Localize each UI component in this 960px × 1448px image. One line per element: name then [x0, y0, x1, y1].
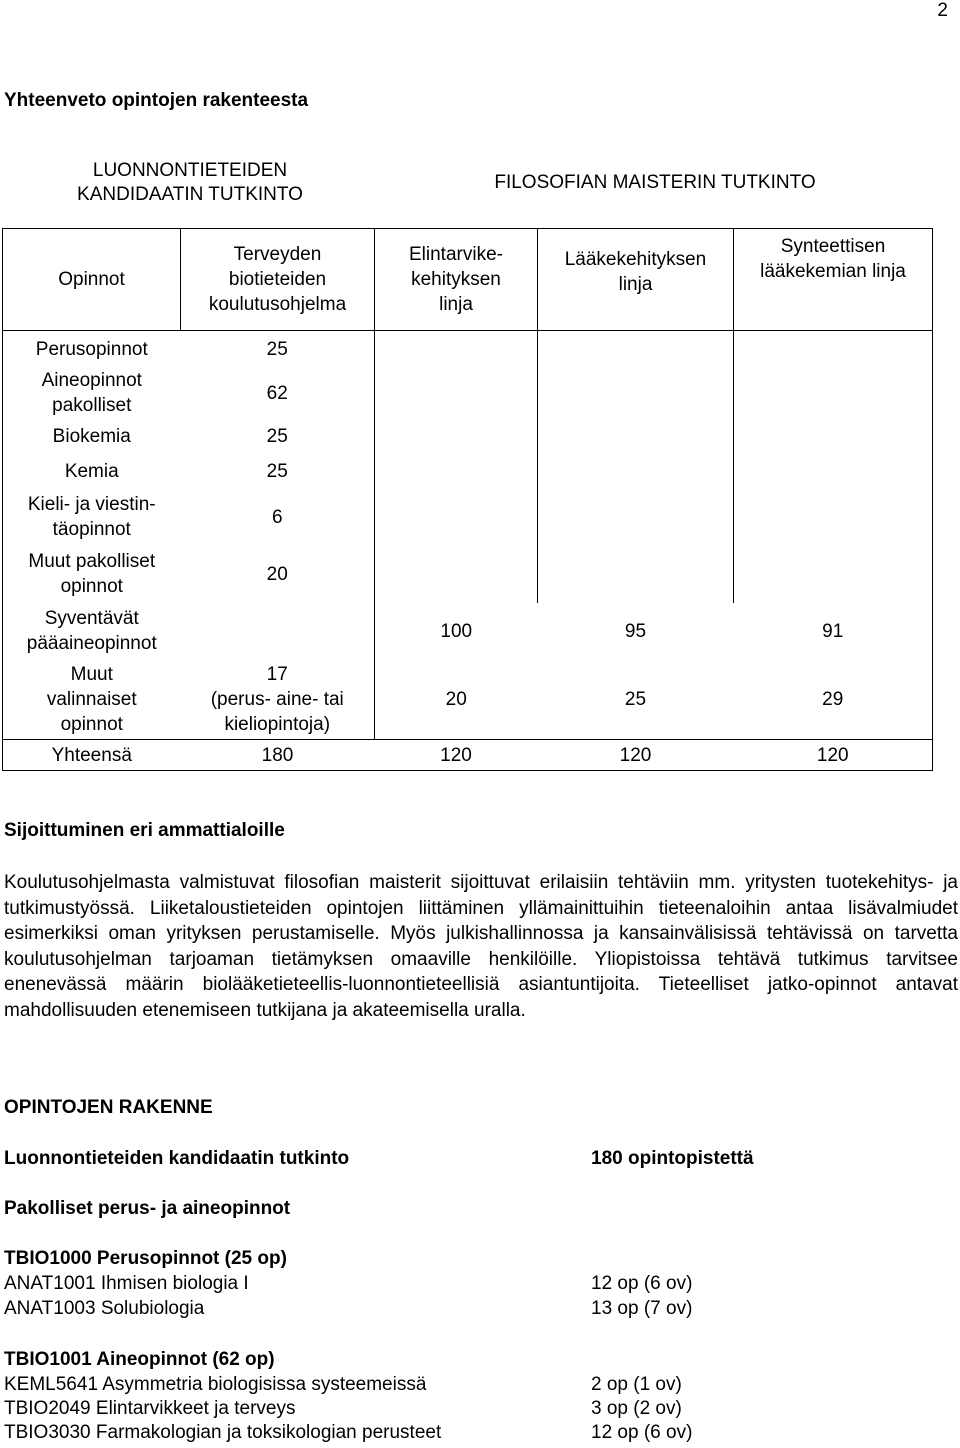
- course-credits: 3 op (2 ov): [591, 1398, 682, 1419]
- table-row: [3, 603, 933, 659]
- label-line: valinnaiset: [46, 688, 137, 710]
- group-title: TBIO1000 Perusopinnot (25 op): [4, 1248, 287, 1269]
- row-label: [3, 603, 181, 659]
- value-line: kieliopintoja): [224, 713, 331, 735]
- header-line: kehityksen: [411, 269, 501, 290]
- course-row: [4, 1422, 441, 1444]
- master-degree-header: FILOSOFIAN MAISTERIN TUTKINTO: [494, 172, 816, 193]
- value-line: (perus- aine- tai: [210, 688, 344, 710]
- header-line: biotieteiden: [228, 269, 327, 290]
- header-line: koulutusohjelma: [208, 294, 347, 315]
- row-bsc-value: 20: [181, 545, 375, 603]
- label-line: Muut: [70, 663, 113, 685]
- label-line: Syventävät: [44, 608, 139, 629]
- header-line: Terveyden: [233, 244, 322, 265]
- total-label: Yhteensä: [3, 740, 181, 771]
- header-health-bio: [181, 229, 375, 331]
- header-line: Elintarvike-: [409, 244, 503, 265]
- row-bsc-value: 25: [181, 453, 375, 489]
- msc-empty-cell: [375, 331, 538, 604]
- placement-heading: Sijoittuminen eri ammattialoille: [4, 820, 285, 841]
- course-name: Ihmisen biologia I: [100, 1273, 249, 1294]
- total-bsc: 180: [181, 740, 375, 771]
- header-drug-dev: [538, 229, 734, 331]
- row-bsc-value: 25: [181, 419, 375, 453]
- course-name: Farmakologian ja toksikologian perusteet: [95, 1422, 442, 1443]
- header-line: linja: [618, 274, 653, 295]
- bachelor-header-line2: KANDIDAATIN TUTKINTO: [77, 184, 303, 205]
- value-line: 17: [266, 663, 288, 685]
- msc-empty-cell: [734, 331, 933, 604]
- row-msc-drug: 25: [624, 688, 647, 710]
- header-synthetic-chem: [734, 229, 933, 331]
- course-credits: 2 op (1 ov): [591, 1374, 682, 1395]
- course-code: ANAT1001: [4, 1273, 96, 1294]
- course-code: KEML5641: [4, 1374, 99, 1395]
- label-line: opinnot: [60, 576, 123, 597]
- header-food-dev: [375, 229, 538, 331]
- row-label: [3, 489, 181, 545]
- row-msc-synth: 91: [734, 603, 933, 659]
- bachelor-degree-header: [40, 159, 340, 207]
- label-line: Aineopinnot: [41, 370, 142, 391]
- course-row: [4, 1398, 295, 1420]
- row-label: [3, 659, 181, 740]
- page-number: 2: [937, 0, 948, 21]
- row-msc-synth: 29: [734, 659, 933, 740]
- degree-title: Luonnontieteiden kandidaatin tutkinto: [4, 1148, 350, 1169]
- table-row: [3, 659, 933, 740]
- row-label: [3, 545, 181, 603]
- row-label: Perusopinnot: [3, 331, 181, 368]
- course-row: [4, 1273, 249, 1295]
- row-label: [3, 367, 181, 419]
- course-name: Elintarvikkeet ja terveys: [95, 1398, 296, 1419]
- row-bsc-value: 25: [181, 331, 375, 368]
- header-line: lääkekemian linja: [760, 261, 906, 282]
- row-msc-food: 100: [375, 603, 538, 659]
- course-credits: 12 op (6 ov): [591, 1273, 693, 1294]
- label-line: pakolliset: [52, 395, 132, 416]
- bachelor-header-line1: LUONNONTIETEIDEN: [92, 160, 288, 181]
- label-line: Kieli- ja viestin-: [27, 494, 156, 515]
- total-msc-synth: 120: [734, 740, 933, 771]
- label-line: Muut pakolliset: [28, 551, 156, 572]
- course-row: [4, 1374, 426, 1396]
- row-label: Kemia: [3, 453, 181, 489]
- mandatory-heading: Pakolliset perus- ja aineopinnot: [4, 1198, 291, 1219]
- row-label: Biokemia: [3, 419, 181, 453]
- table-row: [3, 331, 933, 368]
- row-bsc-value: [181, 603, 375, 659]
- label-line: täopinnot: [52, 519, 131, 540]
- header-line: Synteettisen: [780, 236, 886, 257]
- course-credits: 13 op (7 ov): [591, 1298, 693, 1319]
- header-line: Lääkekehityksen: [564, 249, 707, 270]
- course-name: Asymmetria biologisissa systeemeissä: [102, 1374, 427, 1395]
- msc-empty-cell: [538, 331, 734, 604]
- group-title: TBIO1001 Aineopinnot (62 op): [4, 1349, 275, 1370]
- study-structure-table: [2, 228, 933, 771]
- header-studies: Opinnot: [3, 229, 181, 331]
- course-name: Solubiologia: [100, 1298, 205, 1319]
- structure-heading: OPINTOJEN RAKENNE: [4, 1097, 213, 1118]
- course-code: ANAT1003: [4, 1298, 96, 1319]
- course-row: [4, 1298, 204, 1320]
- total-msc-drug: 120: [538, 740, 734, 771]
- table-header-row: [3, 229, 933, 331]
- row-bsc-value: [181, 659, 375, 740]
- label-line: pääaineopinnot: [26, 633, 157, 654]
- row-msc-drug: 95: [624, 620, 647, 642]
- total-msc-food: 120: [375, 740, 538, 771]
- summary-heading: Yhteenveto opintojen rakenteesta: [4, 90, 309, 111]
- course-code: TBIO2049: [4, 1398, 91, 1419]
- label-line: opinnot: [60, 713, 123, 735]
- row-bsc-value: 62: [181, 367, 375, 419]
- header-line: linja: [439, 294, 473, 315]
- table-total-row: [3, 740, 933, 771]
- row-bsc-value: 6: [181, 489, 375, 545]
- course-credits: 12 op (6 ov): [591, 1422, 693, 1443]
- row-msc-food: 20: [375, 659, 538, 740]
- course-code: TBIO3030: [4, 1422, 91, 1443]
- degree-credits: 180 opintopistettä: [591, 1148, 754, 1169]
- placement-paragraph: Koulutusohjelmasta valmistuvat filosofian maisterit sijoittuvat erilaisiin tehtäviin mm. yritysten tuotekehitys- ja tutkimustyössä. Liiketaloustieteiden opintojen liittäminen yllämainittuihin tieteenaloihin antaa lisävalmiudet esimerkiksi oman yrityksen perustamiselle. Myös julkishallinnossa ja kansainvälisissä tehtävissä on tarvetta koulutusohjelman tarjoaman tietämyksen omaaville henkilöille. Yliopistoissa tehtävä tutkimus tarvitsee enenevässä määrin biolääketieteellis-luonnontieteellisiä asiantuntijoita. Tieteelliset jatko-opinnot antavat mahdollisuuden etenemiseen tutkijana ja akateemisella uralla.: [4, 872, 958, 1021]
